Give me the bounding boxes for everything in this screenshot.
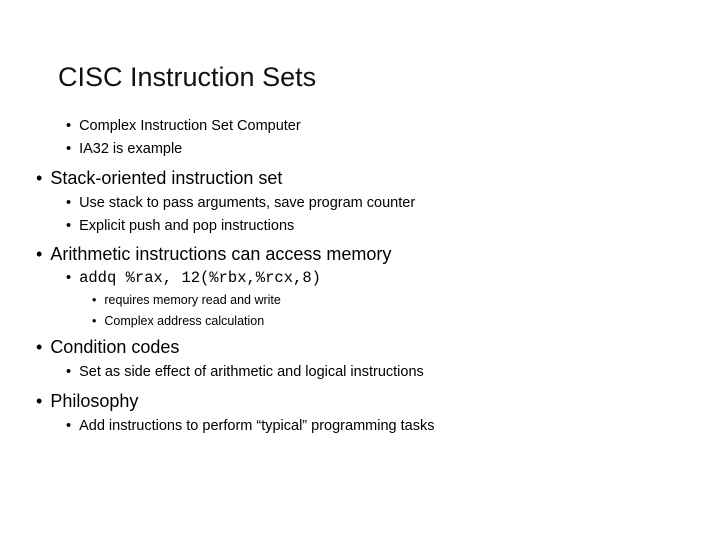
bullet-text: Use stack to pass arguments, save program counter <box>79 195 416 211</box>
bullet-item <box>36 168 282 189</box>
bullet-item <box>36 244 391 265</box>
bullet-icon: • <box>92 314 97 328</box>
bullet-item <box>92 314 264 328</box>
bullet-text: Explicit push and pop instructions <box>79 218 295 234</box>
bullet-text: Add instructions to perform “typical” programming tasks <box>79 418 435 434</box>
bullet-icon: • <box>36 168 43 188</box>
bullet-text: Complex Instruction Set Computer <box>79 118 301 134</box>
bullet-icon: • <box>92 293 97 307</box>
bullet-item <box>92 293 281 307</box>
bullet-icon: • <box>66 218 72 234</box>
bullet-item <box>66 118 301 134</box>
bullet-icon: • <box>66 195 72 211</box>
bullet-item <box>66 364 424 380</box>
bullet-text: Condition codes <box>50 337 180 357</box>
bullet-text: Stack-oriented instruction set <box>50 168 283 188</box>
code-text: addq %rax, 12(%rbx,%rcx,8) <box>79 269 321 287</box>
slide-title: CISC Instruction Sets <box>58 62 317 92</box>
bullet-icon: • <box>36 244 43 264</box>
bullet-text: Arithmetic instructions can access memory <box>50 244 392 264</box>
bullet-icon: • <box>66 118 72 134</box>
bullet-icon: • <box>36 391 43 411</box>
bullet-icon: • <box>66 418 72 434</box>
bullet-icon: • <box>36 337 43 357</box>
bullet-item <box>36 391 138 412</box>
bullet-text: Complex address calculation <box>104 314 265 328</box>
bullet-item <box>66 141 182 157</box>
bullet-item <box>66 195 415 211</box>
bullet-text: Philosophy <box>50 391 139 411</box>
bullet-text: requires memory read and write <box>104 293 281 307</box>
code-bullet-item <box>66 269 321 287</box>
bullet-icon: • <box>66 364 72 380</box>
bullet-icon: • <box>66 270 72 286</box>
bullet-item <box>66 418 434 434</box>
bullet-text: Set as side effect of arithmetic and logical instructions <box>79 364 424 380</box>
bullet-item <box>66 218 294 234</box>
bullet-text: IA32 is example <box>79 141 183 157</box>
bullet-item <box>36 337 179 358</box>
bullet-icon: • <box>66 141 72 157</box>
